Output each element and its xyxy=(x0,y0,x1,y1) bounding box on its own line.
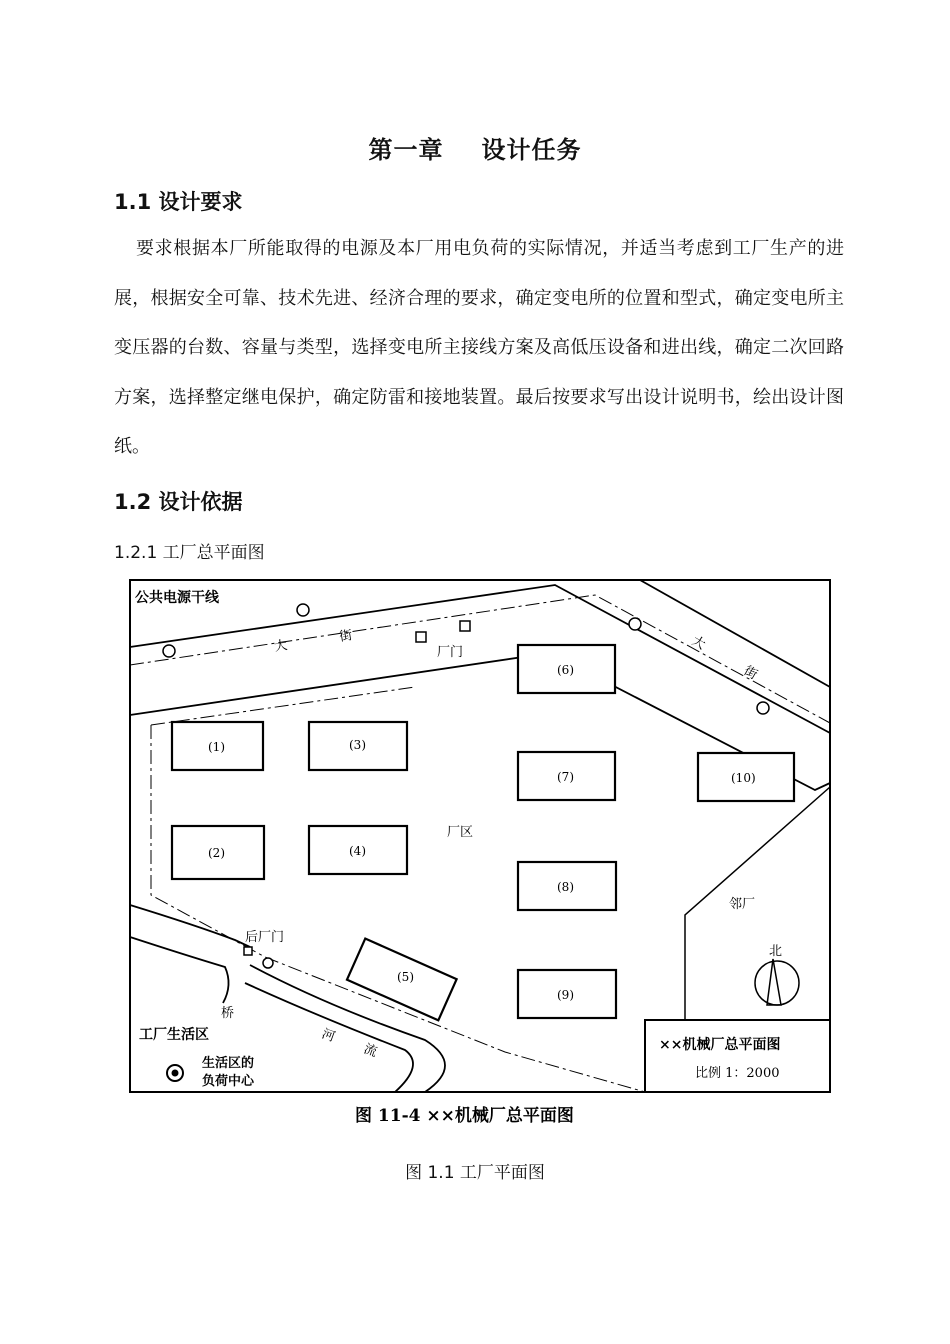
figure-inner-caption: 图 11-4 ××机械厂总平面图 xyxy=(355,1106,574,1126)
building-2-label: (2) xyxy=(208,846,225,860)
section-heading-basis: 1.2 设计依据 xyxy=(114,490,243,514)
chapter-title xyxy=(0,130,950,165)
building-7-label: (7) xyxy=(557,770,574,784)
building-8-label: (8) xyxy=(557,880,574,894)
river-label-2: 流 xyxy=(361,1041,379,1061)
river-label-1: 河 xyxy=(319,1026,337,1046)
building-6-label: (6) xyxy=(557,663,574,677)
factory-plan-figure xyxy=(125,565,835,1135)
back-gate-label: 后厂门 xyxy=(245,930,285,945)
plan-title: ××机械厂总平面图 xyxy=(659,1037,781,1053)
street-top-label-2: 街 xyxy=(338,628,354,645)
living-area-label: 工厂生活区 xyxy=(139,1027,209,1043)
street-right-label-2: 街 xyxy=(741,663,760,683)
chapter-name: 设计任务 xyxy=(481,136,582,164)
street-right-label-1: 大 xyxy=(689,633,708,653)
building-4-label: (4) xyxy=(349,844,366,858)
street-top-label-1: 大 xyxy=(273,638,289,655)
neighbor-factory-label: 邻厂 xyxy=(729,897,756,912)
bridge-label: 桥 xyxy=(221,1006,235,1021)
north-label: 北 xyxy=(769,944,783,959)
figure-caption: 图 1.1 工厂平面图 xyxy=(405,1163,545,1183)
building-9-label: (9) xyxy=(557,988,574,1002)
plan-scale: 比例 1：2000 xyxy=(695,1066,780,1081)
building-5-label: (5) xyxy=(397,970,414,984)
gate-label: 厂门 xyxy=(437,645,464,660)
factory-area-label: 厂区 xyxy=(447,825,474,840)
load-center-label-2: 负荷中心 xyxy=(202,1074,255,1089)
subsection-heading-plan: 1.2.1 工厂总平面图 xyxy=(114,543,265,563)
section-heading-requirements: 1.1 设计要求 xyxy=(114,190,243,214)
building-10-label: (10) xyxy=(731,771,756,785)
building-3-label: (3) xyxy=(349,738,366,752)
load-center-label-1: 生活区的 xyxy=(202,1056,255,1071)
building-1-label: (1) xyxy=(208,740,225,754)
power-line-label: 公共电源干线 xyxy=(135,590,219,606)
chapter-label: 第一章 xyxy=(368,136,444,164)
requirements-paragraph: 要求根据本厂所能取得的电源及本厂用电负荷的实际情况，并适当考虑到工厂生产的进展，根据安全可靠、技术先进、经济合理的要求，确定变电所的位置和型式，确定变电所主变压器的台数、容量与类型，选择变电所主接线方案及高低压设备和进出线，确定二次回路方案，选择整定继电保护，确定防雷和接地装置。最后按要求写出设计说明书，绘出设计图纸。 xyxy=(114,238,844,457)
